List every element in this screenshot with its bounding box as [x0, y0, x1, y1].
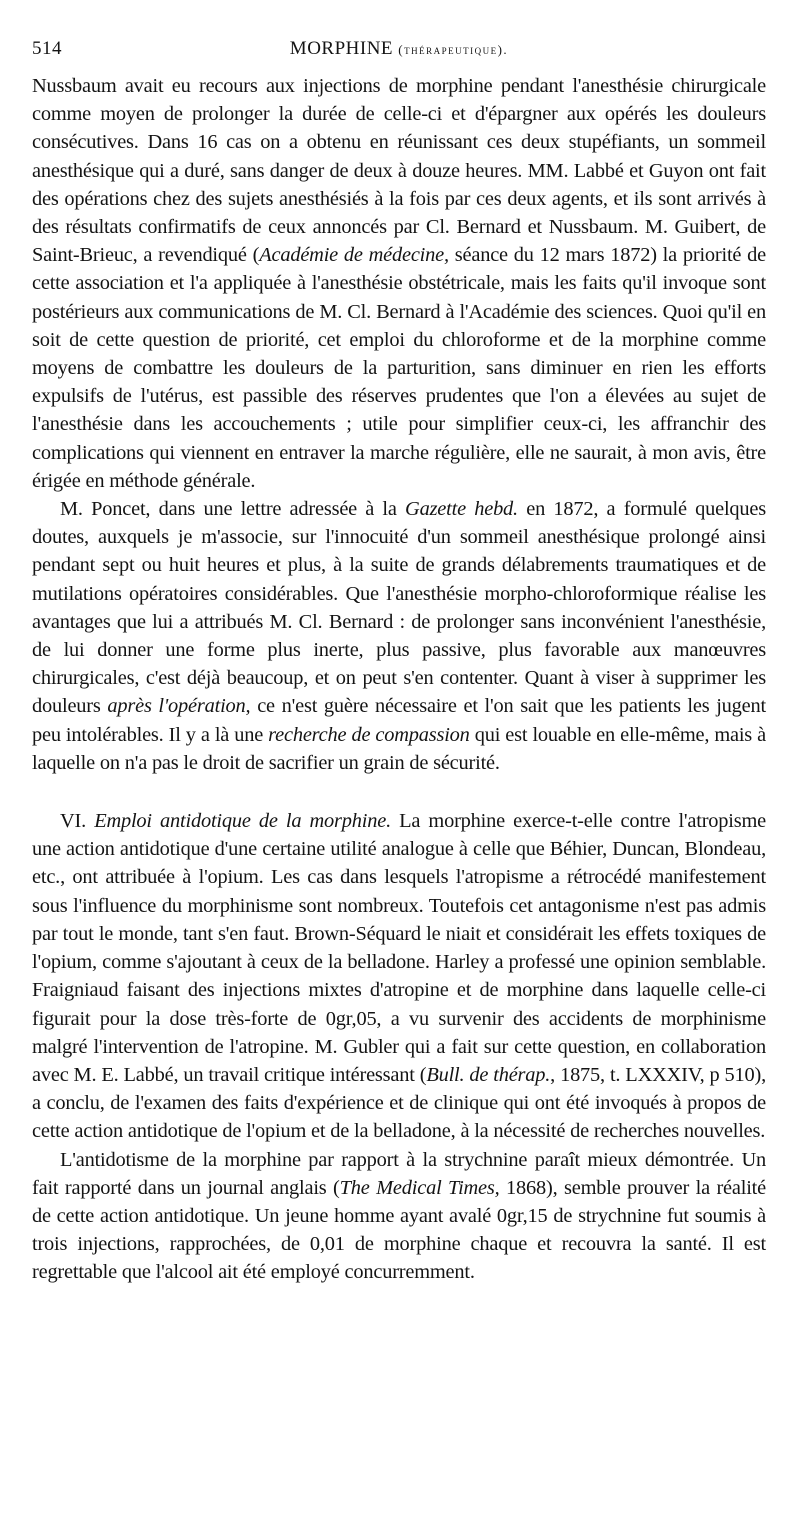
text-run: en 1872, a formulé quelques doutes, auxquels je m'associe, sur l'innocuité d'un sommeil anesthésique prolongé ainsi pendant sept ou huit heures et plus, à la suite de grands délabrements traumatiques et de mutilations opératoires considérables. Que l'anesthésie morpho-chloroformique réalise les avantages que lui a attribués M. Cl. Bernard : de prolonger sans inconvénient l'anesthésie, de lui donner une forme plus inerte, plus passive, plus favorable aux manœuvres chirurgicales, c'est déjà beaucoup, et on peut s'en contenter. Quant à viser à supprimer les douleurs	[32, 498, 767, 718]
page-header	[32, 36, 766, 66]
text-run: 1868), semble prouver la réalité de cette action antidotique. Un jeune homme ayant avalé 0gr,15 de strychnine fut soumis à trois injections, rapprochées, de 0,01 de morphine chaque et recouvra la santé. Il est regrettable que l'alcool ait été employé concurremment.	[32, 1176, 766, 1284]
paragraph-section-vi-antidote	[32, 807, 766, 1145]
running-title	[32, 38, 766, 60]
text-run: séance du 12 mars 1872) la priorité de cette association et l'a appliquée à l'anesthésie obstétricale, mais les faits qu'il invoque sont postérieurs aux communications de M. Cl. Bernard à l'Académie des sciences. Quoi qu'il en soit de cette question de priorité, cet emploi du chloroforme et de la morphine comme moyens de combattre les douleurs de la parturition, sans diminuer en rien les efforts expulsifs de l'utérus, est passible des réserves prudentes que l'on a élevées au sujet de l'anesthésie dans les accouchements ; utile pour simplifier ceux-ci, les affranchir des complications qui viennent en entraver la marche régulière, elle ne saurait, à mon avis, être érigée en méthode générale.	[32, 244, 766, 492]
italic-phrase: recherche de compassion	[268, 723, 470, 746]
running-title-subtitle: (thérapeutique).	[398, 42, 509, 57]
text-run: qui est louable en elle-même, mais à laquelle on n'a pas le droit de sacrifier un grain de sécurité.	[32, 723, 766, 774]
paragraph-poncet-doubts	[32, 495, 766, 777]
italic-citation: Académie de médecine,	[259, 244, 449, 267]
text-run: La morphine exerce-t-elle contre l'atropisme une action antidotique d'une certaine utilité analogue à celle que Béhier, Duncan, Blondeau, etc., ont attribuée à l'opium. Les cas dans lesquels l'atropisme a rétrocédé manifestement sous l'influence du morphinisme sont nombreux. Toutefois cet antagonisme n'est pas admis par tout le monde, tant s'en faut. Brown-Séquard le niait et considérait les effets toxiques de l'opium, comme s'ajoutant à ceux de la belladone. Harley a professé une opinion semblable. Fraigniaud faisant des injections mixtes d'atropine et de morphine dans laquelle celle-ci figurait pour la dose très-forte de 0gr,05, a vu survenir des accidents de morphinisme malgré l'intervention de l'atropine. M. Gubler qui a fait sur cette question, en collaboration avec M. E. Labbé, un travail critique intéressant (	[32, 810, 766, 1086]
section-number: VI.	[60, 810, 95, 833]
running-title-main: MORPHINE	[289, 38, 394, 59]
italic-citation: The Medical Times,	[339, 1176, 500, 1199]
text-run: M. Poncet, dans une lettre adressée à la	[60, 498, 406, 521]
text-run: ce n'est guère nécessaire et l'on sait que les patients les jugent peu intolérables. Il y a là une	[32, 695, 766, 746]
paragraph-anesthesia-association	[32, 72, 766, 495]
italic-citation: Bull. de thérap.	[426, 1063, 551, 1086]
text-run: L'antidotisme de la morphine par rapport à la strychnine paraît mieux démontrée. Un fait rapporté dans un journal anglais (	[32, 1148, 766, 1199]
page-number: 514	[32, 38, 62, 59]
text-run: Nussbaum avait eu recours aux injections de morphine pendant l'anesthésie chirurgicale comme moyen de prolonger la durée de celle-ci et d'épargner aux opérés les douleurs consécutives. Dans 16 cas on a obtenu en réunissant ces deux stupéfiants, un sommeil anesthésique qui a duré, sans danger de deux à douze heures. MM. Labbé et Guyon ont fait des opérations chez des sujets anesthésiés à la fois par ces deux agents, et ils sont arrivés à des résultats confirmatifs de ceux annoncés par Cl. Bernard et Nussbaum. M. Guibert, de Saint-Brieuc, a revendiqué (	[32, 75, 766, 267]
document-page	[32, 36, 766, 1287]
italic-phrase: après l'opération,	[107, 695, 251, 718]
paragraph-strychnine	[32, 1146, 766, 1287]
italic-citation: Gazette hebd.	[405, 498, 518, 521]
text-run: , 1875, t. LXXXIV, p 510), a conclu, de l'examen des faits d'expérience et de clinique qui ont été invoqués à propos de cette action antidotique de l'opium et de la belladone, à la nécessité de recherches nouvelles.	[32, 1063, 766, 1143]
section-heading: Emploi antidotique de la morphine.	[94, 810, 391, 833]
